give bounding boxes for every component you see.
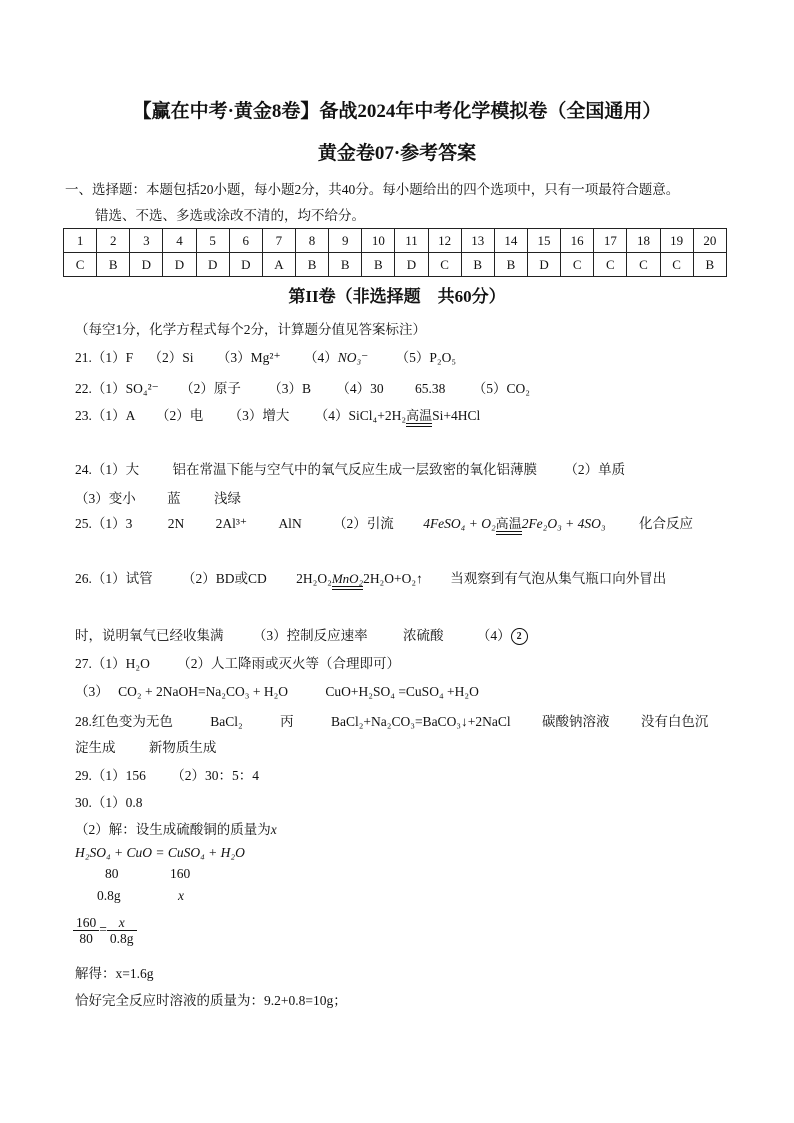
q22-answer-5: （5）CO₂	[472, 381, 530, 396]
q27-equation-1: CO₂ + 2NaOH=Na₂CO₃ + H₂O	[118, 684, 289, 699]
q26-equation-left: 2H₂O₂	[296, 571, 332, 586]
question-27-line1	[75, 652, 400, 672]
answer-table-number-row	[64, 229, 727, 253]
q28-equation: BaCl₂+Na₂CO₃=BaCO₃↓+2NaCl	[330, 714, 511, 729]
question-number-cell: 15	[527, 229, 560, 253]
q26-answer-2-label: （2）	[182, 571, 216, 586]
q25-equation-right: 2Fe₂O₃ + 4SO₃	[521, 516, 606, 531]
q24-answer-1: （1）大	[91, 462, 140, 477]
question-number-cell: 16	[561, 229, 594, 253]
question-number-cell: 9	[329, 229, 362, 253]
q30-number: 30.	[75, 795, 92, 810]
question-number-cell: 5	[196, 229, 229, 253]
q23-answer-3: （3）增大	[228, 408, 290, 423]
answer-cell: C	[594, 253, 627, 277]
q28-value-2: BaCl₂	[210, 714, 243, 729]
q28-number: 28.	[75, 714, 92, 729]
q30-final-statement: 恰好完全反应时溶液的质量为：9.2+0.8=10g；	[75, 993, 347, 1008]
q22-answer-4-value-1: 30	[370, 381, 384, 396]
answer-cell: B	[693, 253, 726, 277]
q25-answer-2-label: （2）	[333, 516, 367, 531]
q29-answer-1: （1）156	[91, 768, 146, 783]
q29-answer-2: （2）30：5：4	[171, 768, 259, 783]
q28-value-6: 没有白色沉	[640, 714, 709, 729]
q24-answer-3-value-3: 浅绿	[214, 491, 241, 506]
q25-reaction-condition: 高温	[496, 517, 522, 535]
q30-unknown-mass: x	[178, 888, 184, 903]
answer-cell: D	[229, 253, 262, 277]
q26-continuation: 时，说明氧气已经收集满	[75, 628, 224, 643]
q26-answer-2-value-3: 当观察到有气泡从集气瓶口向外冒出	[450, 571, 667, 586]
question-24-line2	[75, 487, 241, 507]
question-number-cell: 13	[461, 229, 494, 253]
q29-number: 29.	[75, 768, 92, 783]
question-22	[75, 377, 530, 397]
q30-fraction-right: $\frac{x}{0.8g}$	[107, 915, 137, 946]
q26-answer-2-value: BD或CD	[215, 571, 267, 586]
section1-instructions-line2: 错选、不选、多选或涂改不清的，均不给分。	[95, 208, 365, 223]
question-28-line2	[75, 736, 216, 756]
q30-equation: H₂SO₄ + CuO = CuSO₄ + H₂O	[75, 845, 245, 860]
q26-reaction-condition: MnO₂	[332, 572, 363, 590]
question-24-line1	[75, 458, 625, 478]
q21-answer-5: （5）P₂O₅	[395, 350, 457, 365]
answer-cell: B	[97, 253, 130, 277]
question-27-line2	[75, 680, 479, 700]
page-title: 【赢在中考·黄金8卷】备战2024年中考化学模拟卷（全国通用）	[132, 101, 662, 122]
q25-answer-2-value: 引流	[366, 516, 394, 531]
q30-answer-2: （2）解：设生成硫酸铜的质量为	[75, 822, 271, 837]
q25-answer-1: （1）3	[91, 516, 133, 531]
q25-number: 25.	[75, 516, 92, 531]
q26-equation-right: 2H₂O+O₂↑	[363, 571, 423, 586]
question-number-cell: 2	[97, 229, 130, 253]
answer-cell: D	[395, 253, 428, 277]
q22-answer-3: （3）B	[268, 381, 312, 396]
answer-cell: B	[494, 253, 527, 277]
page-subtitle: 黄金卷07·参考答案	[317, 143, 477, 164]
answer-cell: B	[295, 253, 328, 277]
question-25	[75, 512, 693, 535]
question-26-line1	[75, 567, 666, 590]
q23-answer-4-left: （4）SiCl₄+2H₂	[314, 408, 407, 423]
section2-title: 第II卷（非选择题 共60分）	[288, 287, 506, 306]
answer-cell: C	[627, 253, 660, 277]
question-number-cell: 18	[627, 229, 660, 253]
q25-answer-1-value-3: 2Al³⁺	[215, 516, 248, 531]
q24-answer-2: （2）单质	[564, 462, 626, 477]
answer-cell: C	[561, 253, 594, 277]
q27-answer-3-label: （3）	[75, 684, 109, 699]
q26-answer-4-circled-number: 2	[511, 628, 528, 645]
answer-cell: C	[428, 253, 461, 277]
q25-answer-1-value-4: AlN	[278, 516, 302, 531]
q30-variable: x	[270, 822, 277, 837]
q28-value-5: 碳酸钠溶液	[542, 714, 610, 729]
question-number-cell: 19	[660, 229, 693, 253]
question-number-cell: 20	[693, 229, 726, 253]
q22-answer-1-label: （1）	[91, 381, 126, 396]
q30-answer-1: （1）0.8	[91, 795, 143, 810]
q22-answer-4-label: （4）	[336, 381, 371, 396]
q24-answer-3-value-1: 变小	[108, 491, 136, 506]
question-30-line1	[75, 791, 143, 811]
q23-answer-4-right: Si+4HCl	[432, 408, 481, 423]
q21-answer-4-value: NO₃⁻	[337, 350, 369, 365]
q28-continuation-1: 淀生成	[75, 740, 116, 755]
question-number-cell: 8	[295, 229, 328, 253]
scoring-note: （每空1分，化学方程式每个2分，计算题分值见答案标注）	[75, 322, 426, 337]
question-number-cell: 6	[229, 229, 262, 253]
answer-cell: C	[64, 253, 97, 277]
q24-answer-3-label: （3）	[75, 491, 109, 506]
q30-molar-mass-1: 80	[105, 866, 119, 881]
question-number-cell: 3	[130, 229, 163, 253]
q22-number: 22.	[75, 381, 92, 396]
answer-cell: D	[196, 253, 229, 277]
q26-answer-3-value-2: 浓硫酸	[403, 628, 444, 643]
q30-given-mass: 0.8g	[97, 888, 121, 903]
q25-answer-2-value-2: 化合反应	[639, 516, 693, 531]
answer-cell: B	[329, 253, 362, 277]
q23-answer-1: （1）A	[91, 408, 135, 423]
q26-answer-3-label: （3）	[252, 628, 287, 643]
question-29	[75, 764, 259, 784]
q21-answer-1: （1）F	[91, 350, 134, 365]
question-30-line2	[75, 818, 277, 838]
q24-answer-1b: 铝在常温下能与空气中的氧气反应生成一层致密的氧化铝薄膜	[172, 462, 537, 477]
q21-answer-2: （2）Si	[148, 350, 194, 365]
question-28-line1	[75, 710, 708, 730]
question-number-cell: 7	[262, 229, 295, 253]
answer-cell: D	[163, 253, 196, 277]
answer-table-answer-row	[64, 253, 727, 277]
q22-answer-2: （2）原子	[180, 381, 241, 396]
q30-fraction-left: $\frac{160}{80}$	[73, 915, 99, 946]
question-number-cell: 12	[428, 229, 461, 253]
question-number-cell: 1	[64, 229, 97, 253]
question-number-cell: 4	[163, 229, 196, 253]
q25-equation-left: 4FeSO₄ + O₂	[423, 516, 496, 531]
q23-reaction-condition: 高温	[406, 409, 432, 427]
q22-answer-4-value-2: 65.38	[415, 381, 446, 396]
question-number-cell: 17	[594, 229, 627, 253]
answer-cell: D	[130, 253, 163, 277]
answer-table	[63, 228, 727, 277]
q23-number: 23.	[75, 408, 92, 423]
question-number-cell: 10	[362, 229, 395, 253]
question-number-cell: 14	[494, 229, 527, 253]
section1-instructions-line1: 一、选择题：本题包括20小题，每小题2分，共40分。每小题给出的四个选项中，只有一项最符合题意。	[65, 182, 680, 197]
q27-number: 27.	[75, 656, 92, 671]
q28-value-1: 红色变为无色	[91, 714, 173, 729]
q26-answer-3-value: 控制反应速率	[286, 628, 368, 643]
q26-answer-4-label: （4）	[476, 628, 511, 643]
question-23	[75, 404, 480, 427]
q30-solution: 解得：x=1.6g	[75, 966, 154, 981]
q26-answer-1: （1）试管	[91, 571, 153, 586]
q27-answer-1: （1）H₂O	[91, 656, 150, 671]
q21-number: 21.	[75, 350, 92, 365]
question-26-line2	[75, 624, 528, 645]
q30-proportion: $\frac{160}{80}$ = $\frac{x}{0.8g}$	[73, 915, 137, 946]
answer-cell: A	[262, 253, 295, 277]
q23-answer-2: （2）电	[156, 408, 204, 423]
q28-value-3: 丙	[280, 714, 294, 729]
answer-cell: D	[527, 253, 560, 277]
q30-molar-mass-2: 160	[170, 866, 191, 881]
question-21	[75, 346, 456, 366]
answer-cell: B	[461, 253, 494, 277]
q21-answer-4-label: （4）	[303, 350, 338, 365]
q25-answer-1-value-2: 2N	[167, 516, 185, 531]
q21-answer-3: （3）Mg²⁺	[216, 350, 281, 365]
q27-equation-2: CuO+H₂SO₄ =CuSO₄ +H₂O	[325, 684, 479, 699]
q22-answer-1-value: SO₄²⁻	[125, 381, 159, 396]
q26-number: 26.	[75, 571, 92, 586]
q24-answer-3-value-2: 蓝	[167, 491, 181, 506]
question-number-cell: 11	[395, 229, 428, 253]
answer-cell: B	[362, 253, 395, 277]
q27-answer-2: （2）人工降雨或灭火等（合理即可）	[177, 656, 400, 671]
q24-number: 24.	[75, 462, 92, 477]
q28-continuation-2: 新物质生成	[148, 740, 217, 755]
answer-cell: C	[660, 253, 693, 277]
